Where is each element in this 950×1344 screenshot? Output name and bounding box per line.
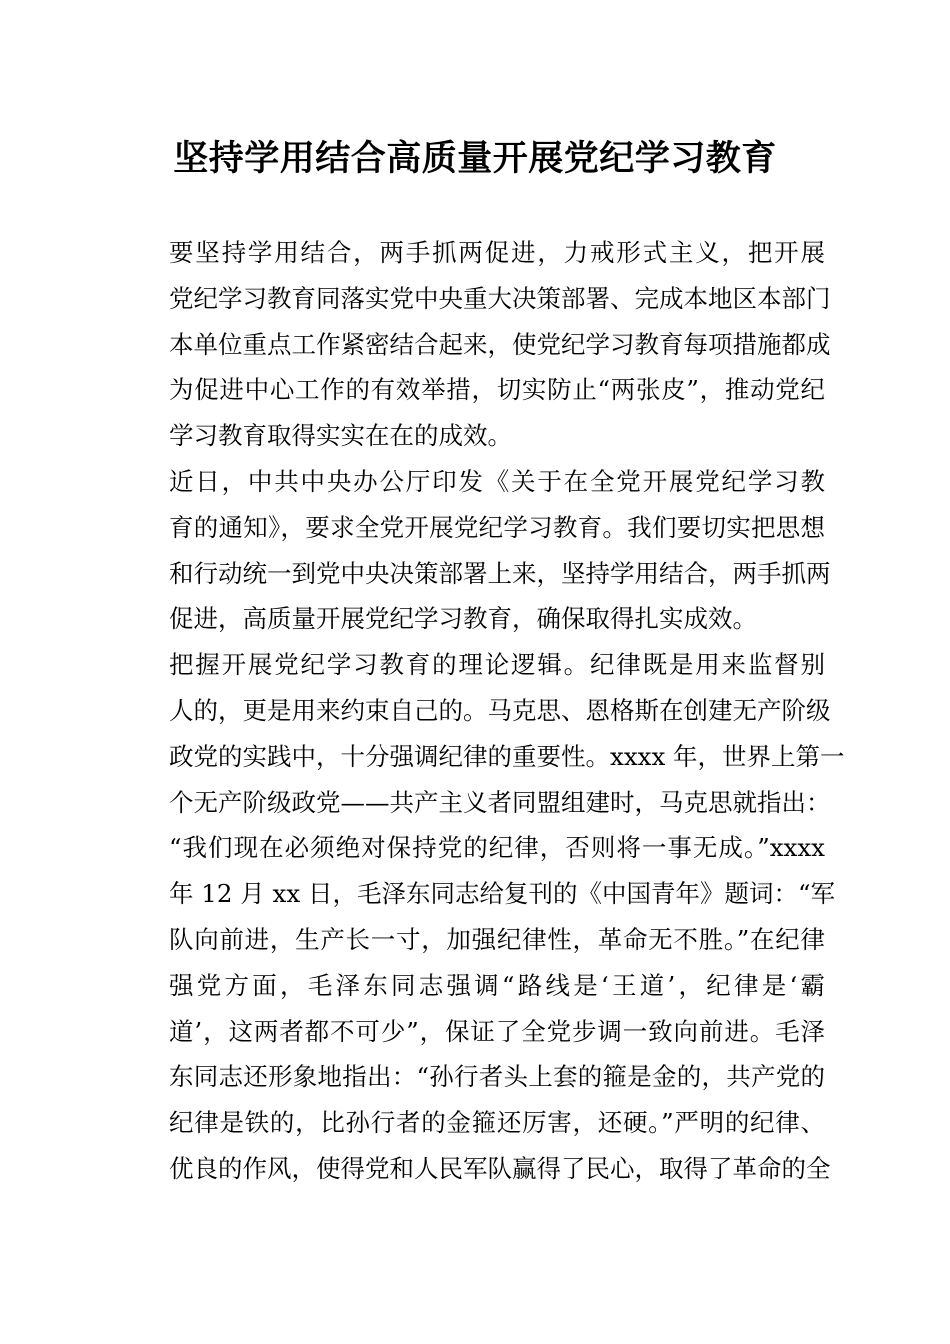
text-line: “我们现在必须绝对保持党的纪律，否则将一事无成。”xxxx [169,833,825,863]
paragraph [120,459,831,642]
text-line: 和行动统一到党中央决策部署上来，坚持学用结合，两手抓两 [169,558,831,588]
text-line: 道’，这两者都不可少”，保证了全党步调一致向前进。毛泽 [169,1016,825,1046]
paragraph [120,642,845,1192]
document-body [120,230,845,1192]
text-line: 促进，高质量开展党纪学习教育，确保取得扎实成效。 [169,604,757,634]
text-line: 个无产阶级政党——共产主义者同盟组建时，马克思就指出： [169,787,831,817]
text-line: 学习教育取得实实在在的成效。 [169,421,512,451]
text-line: 纪律是铁的，比孙行者的金箍还厉害，还硬。”严明的纪律、 [169,1108,825,1138]
text-line: 年 12 月 xx 日，毛泽东同志给复刊的《中国青年》题词：“军 [169,879,835,909]
text-line: 把握开展党纪学习教育的理论逻辑。纪律既是用来监督别 [169,650,825,680]
text-line: 优良的作风，使得党和人民军队赢得了民心，取得了革命的全 [169,1153,831,1183]
text-line: 本单位重点工作紧密结合起来，使党纪学习教育每项措施都成 [169,329,831,359]
text-line: 为促进中心工作的有效举措，切实防止“两张皮”，推动党纪 [169,375,825,405]
text-line: 队向前进，生产长一寸，加强纪律性，革命无不胜。”在纪律 [169,924,825,954]
document-title: 坚持学用结合高质量开展党纪学习教育 [173,138,777,179]
text-line: 要坚持学用结合，两手抓两促进，力戒形式主义，把开展 [169,238,825,267]
text-line: 近日，中共中央办公厅印发《关于在全党开展党纪学习教 [169,466,825,496]
paragraph [120,230,831,459]
text-line: 党纪学习教育同落实党中央重大决策部署、完成本地区本部门 [169,283,831,313]
text-line: 强党方面，毛泽东同志强调“路线是‘王道’，纪律是‘霸 [169,970,825,1000]
text-line: 政党的实践中，十分强调纪律的重要性。xxxx 年，世界上第一 [169,741,845,771]
text-line: 东同志还形象地指出：“孙行者头上套的箍是金的，共产党的 [169,1062,825,1092]
text-line: 育的通知》，要求全党开展党纪学习教育。我们要切实把思想 [169,512,825,542]
text-line: 人的，更是用来约束自己的。马克思、恩格斯在创建无产阶级 [169,695,831,725]
